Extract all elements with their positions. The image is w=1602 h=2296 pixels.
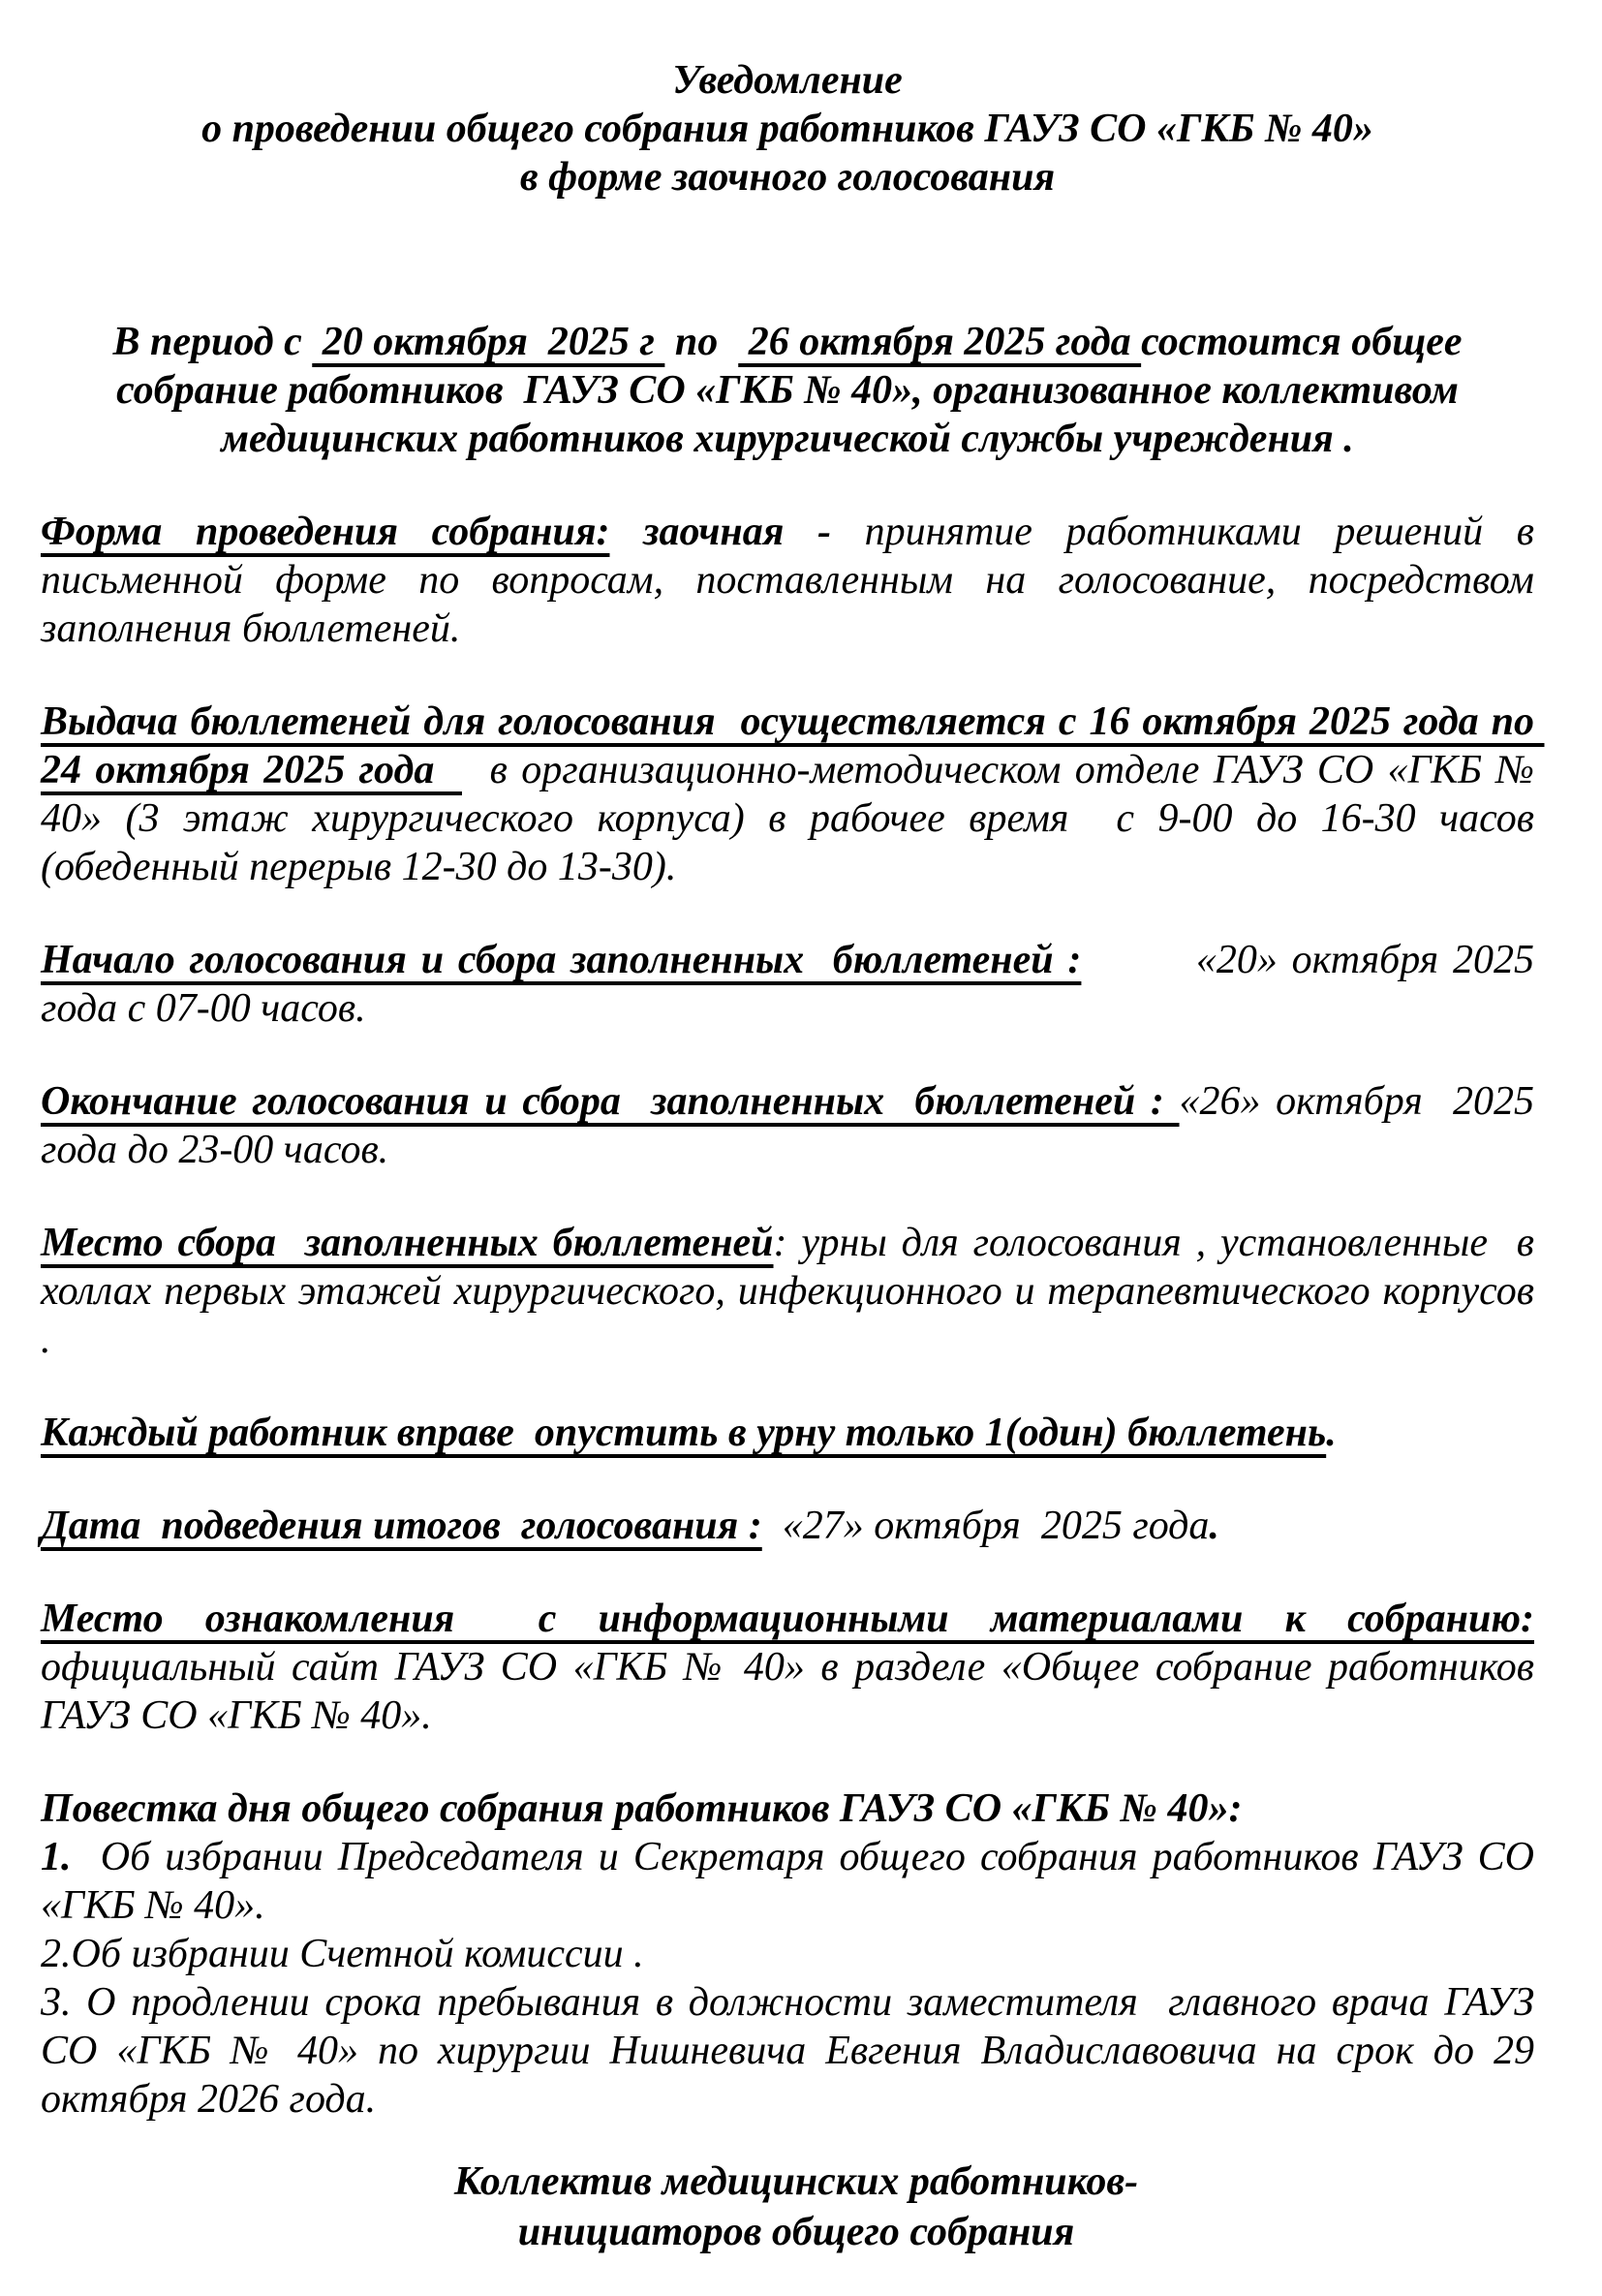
- form-label: Форма проведения собрания:: [41, 510, 610, 554]
- title-line-3: в форме заочного голосования: [519, 155, 1056, 200]
- one-ballot-period: .: [1326, 1411, 1337, 1455]
- agenda-item-1-number: 1.: [41, 1835, 72, 1879]
- voting-end-paragraph: [41, 1077, 1545, 1174]
- agenda-item-3: 3. О продлении срока пребывания в должности заместителя главного врача ГАУЗ СО «ГКБ № 40» по хирургии Нишневича Евгения Владиславовича на срок до 29 октября 2026 года.: [41, 1980, 1545, 2122]
- agenda-heading: Повестка дня общего собрания работников ГАУЗ СО «ГКБ № 40»:: [41, 1786, 1243, 1831]
- form-paragraph: [41, 508, 1545, 653]
- results-date-text: «27» октября 2025 года: [761, 1504, 1210, 1548]
- intro-paragraph: [41, 318, 1534, 463]
- document-title: [41, 56, 1534, 202]
- results-date-label: Дата подведения итогов голосования :: [41, 1504, 762, 1548]
- voting-start-text: «20» октября 2025 года с 07-00 часов.: [41, 938, 1545, 1031]
- agenda-item-2: 2.Об избрании Счетной комиссии .: [41, 1932, 644, 1976]
- info-materials-paragraph: [41, 1595, 1575, 1740]
- title-line-2: о проведении общего собрания работников ГАУЗ СО «ГКБ № 40»: [201, 107, 1373, 151]
- ballot-place-text: : урны для голосования , установленные в холлах первых этажей хирургического, инфекционного и терапевтического корпусов .: [41, 1221, 1545, 1362]
- form-value: заочная -: [609, 510, 865, 554]
- form-text: принятие работниками решений в письменной форме по вопросам, поставленным на голосование, посредством заполнения бюллетеней.: [41, 510, 1545, 651]
- one-ballot-label: Каждый работник вправе опустить в урну только 1(один) бюллетень: [41, 1411, 1327, 1455]
- title-line-1: Уведомление: [672, 58, 903, 103]
- signature-line-1: Коллектив медицинских работников-: [453, 2159, 1139, 2204]
- agenda-section: [41, 1784, 1545, 2124]
- voting-end-text: «26» октября 2025 года до 23-00 часов.: [41, 1079, 1545, 1172]
- signature-line-2: инициаторов общего собрания: [517, 2210, 1075, 2254]
- intro-start-date: 20 октября 2025 г: [312, 320, 665, 364]
- info-materials-text: официальный сайт ГАУЗ СО «ГКБ № 40» в разделе «Общее собрание работников ГАУЗ СО «ГКБ № 40».: [41, 1597, 1575, 1738]
- intro-pre: В период с: [112, 320, 313, 364]
- ballot-place-label: Место сбора заполненных бюллетеней: [41, 1221, 774, 1265]
- agenda-item-1: [41, 1833, 1545, 1930]
- results-date-paragraph: [41, 1502, 1534, 1550]
- ballot-place-paragraph: [41, 1219, 1545, 1364]
- signature-block: [360, 2156, 1232, 2257]
- issuance-label: Выдача бюллетеней для голосования осуществляется с 16 октября 2025 года по 24 октября 2025 года: [41, 699, 1545, 792]
- issuance-paragraph: [41, 698, 1545, 891]
- voting-start-paragraph: [41, 936, 1545, 1033]
- results-date-period: .: [1209, 1504, 1219, 1548]
- intro-end-date: 26 октября 2025 года: [738, 320, 1142, 364]
- one-ballot-paragraph: [41, 1409, 1534, 1457]
- intro-mid: по: [664, 320, 739, 364]
- voting-end-label: Окончание голосования и сбора заполненных бюллетеней :: [41, 1079, 1180, 1124]
- intro-post: состоится общее собрание работников ГАУЗ СО «ГКБ № 40», организованное коллективом медицинских работников хирургической службы учреждения .: [116, 320, 1473, 461]
- issuance-text: в организационно-методическом отделе ГАУЗ СО «ГКБ № 40» (3 этаж хирургического корпуса) в рабочее время с 9-00 до 16-30 часов (обеденный перерыв 12-30 до 13-30).: [41, 748, 1545, 889]
- agenda-item-1-text: Об избрании Председателя и Секретаря общего собрания работников ГАУЗ СО «ГКБ № 40».: [41, 1835, 1545, 1928]
- info-materials-label: Место ознакомления с информационными материалами к собранию:: [41, 1597, 1534, 1641]
- voting-start-label: Начало голосования и сбора заполненных бюллетеней :: [41, 938, 1082, 982]
